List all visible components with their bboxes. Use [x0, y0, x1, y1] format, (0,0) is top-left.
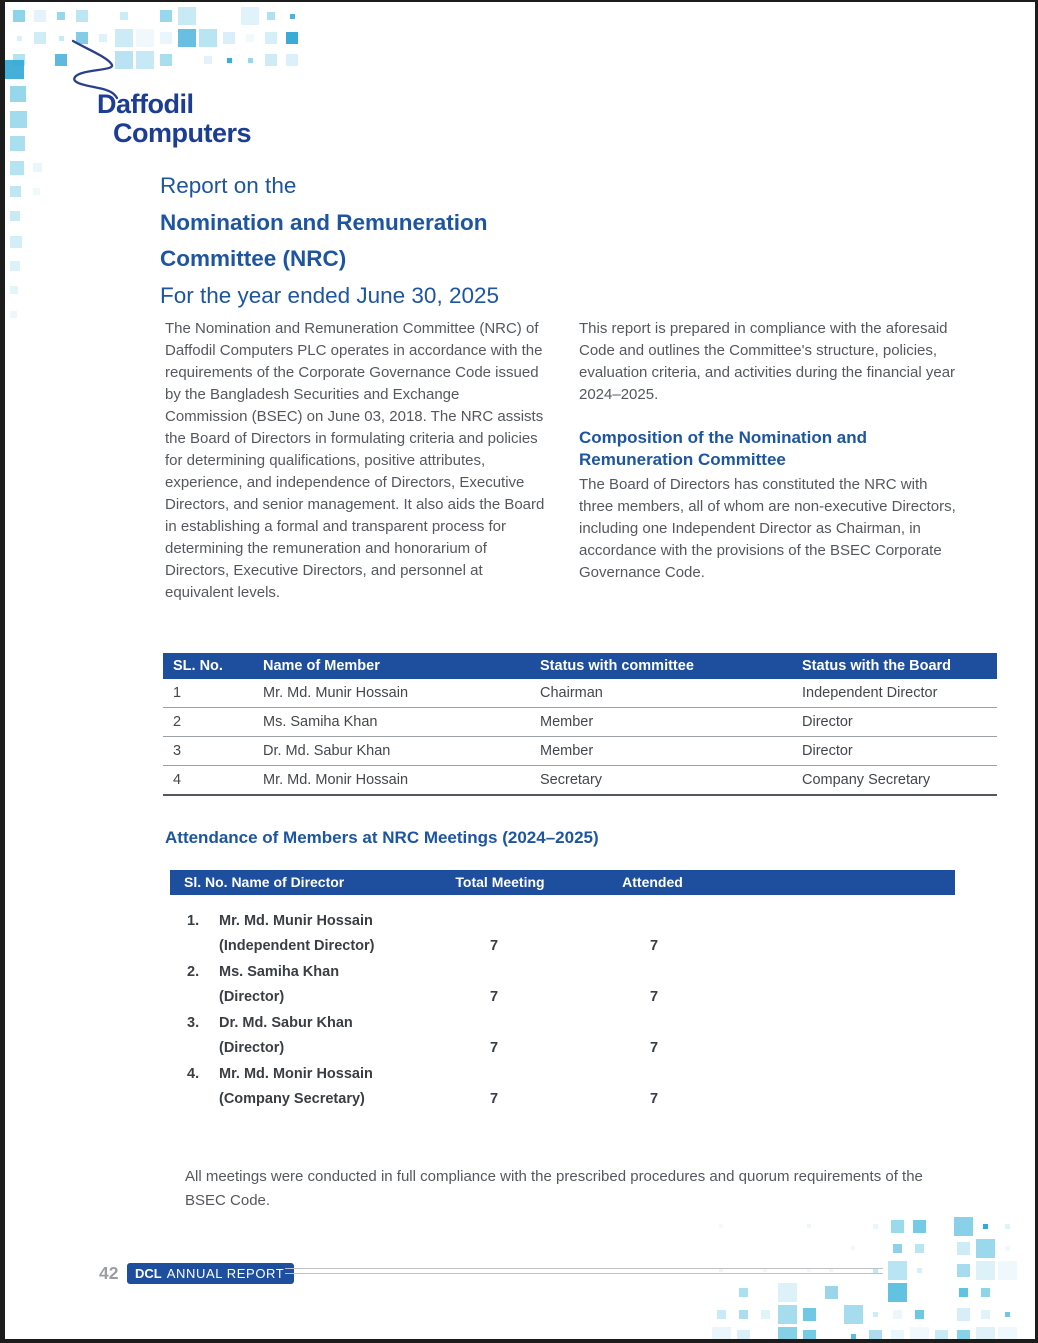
attendance-total: 7 — [489, 1091, 499, 1108]
table-cell: Ms. Samiha Khan — [253, 708, 530, 737]
table-row — [163, 766, 997, 796]
attendance-attended: 7 — [649, 989, 659, 1006]
attendance-total: 7 — [489, 989, 499, 1006]
attendance-total: 7 — [489, 1040, 499, 1057]
footer-badge-bold: DCL — [135, 1266, 162, 1281]
table-cell: Chairman — [530, 679, 792, 708]
title-line-2: Nomination and Remuneration — [160, 209, 488, 235]
table-cell: Director — [792, 708, 997, 737]
table-cell: Company Secretary — [792, 766, 997, 796]
table-row — [163, 679, 997, 708]
table-row — [163, 737, 997, 766]
page — [5, 2, 1035, 1339]
intro-left-column — [165, 318, 545, 604]
members-header-row — [163, 653, 997, 679]
attendance-col-header: Sl. No. Name of Director — [184, 874, 345, 890]
attendance-role: (Director) — [219, 989, 285, 1006]
attendance-no: 1. — [187, 912, 200, 929]
table-cell: Mr. Md. Monir Hossain — [253, 766, 530, 796]
members-col-header: Status with the Board — [792, 653, 997, 679]
attendance-role: (Independent Director) — [219, 938, 375, 955]
table-cell: Dr. Md. Sabur Khan — [253, 737, 530, 766]
members-table — [163, 653, 997, 796]
attendance-total: 7 — [489, 938, 499, 955]
table-cell: 3 — [163, 737, 253, 766]
attendance-role: (Director) — [219, 1040, 285, 1057]
table-cell: Independent Director — [792, 679, 997, 708]
attendance-heading: Attendance of Members at NRC Meetings (2024–2025) — [165, 828, 599, 847]
attendance-attended: 7 — [649, 938, 659, 955]
attendance-name: Dr. Md. Sabur Khan — [219, 1014, 353, 1031]
attendance-name: Mr. Md. Munir Hossain — [219, 912, 373, 929]
table-cell: 4 — [163, 766, 253, 796]
table-cell: 1 — [163, 679, 253, 708]
members-col-header: Status with committee — [530, 653, 792, 679]
attendance-col-header: Total Meeting — [455, 874, 545, 890]
attendance-no: 3. — [187, 1014, 200, 1031]
attendance-col-header: Attended — [622, 874, 683, 890]
composition-paragraph: The Board of Directors has constituted the NRC with three members, all of whom are non-executive Directors, including one Independent Director as Chairman, in accordance with the provisions of the BSEC Corporate Governance Code. — [579, 476, 956, 581]
attendance-name: Ms. Samiha Khan — [219, 963, 340, 980]
attendance-no: 2. — [187, 963, 200, 980]
attendance-row — [187, 959, 767, 1010]
attendance-no: 4. — [187, 1065, 200, 1082]
title-line-3: Committee (NRC) — [160, 246, 347, 271]
logo — [97, 90, 251, 148]
attendance-rows — [187, 908, 767, 1112]
intro-right-paragraph: This report is prepared in compliance with the aforesaid Code and outlines the Committee's structure, policies, evaluation criteria, and activities during the financial year 2024–2025. — [579, 320, 956, 403]
attendance-table-header — [170, 870, 955, 895]
attendance-attended: 7 — [649, 1091, 659, 1108]
footer-page-number: 42 — [99, 1263, 119, 1283]
members-col-header: SL. No. — [163, 653, 253, 679]
intro-left-paragraph: The Nomination and Remuneration Committee (NRC) of Daffodil Computers PLC operates in accordance with the requirements of the Corporate Governance Code issued by the Bangladesh Securities and Exchange Commission (BSEC) on June 03, 2018. The NRC assists the Board of Directors in formulating criteria and policies for determining qualifications, positive attributes, experience, and independence of Directors, Executive Directors, and senior management. It also aids the Board in establishing a formal and transparent process for determining the remuneration and honorarium of Directors, Executive Directors, and personnel at equivalent levels. — [165, 320, 545, 601]
logo-line1: Daffodil — [97, 89, 194, 119]
attendance-role: (Company Secretary) — [219, 1091, 365, 1108]
table-row — [163, 708, 997, 737]
closing-paragraph: All meetings were conducted in full compliance with the prescribed procedures and quorum requirements of the BSEC Code. — [185, 1168, 923, 1209]
title-line-1: Report on the — [160, 173, 297, 198]
footer-badge — [127, 1263, 294, 1284]
report-title — [160, 168, 499, 314]
intro-right-column — [579, 318, 959, 584]
table-cell: Secretary — [530, 766, 792, 796]
table-cell: Member — [530, 708, 792, 737]
table-cell: Director — [792, 737, 997, 766]
members-col-header: Name of Member — [253, 653, 530, 679]
attendance-attended: 7 — [649, 1040, 659, 1057]
logo-line2: Computers — [113, 118, 252, 148]
attendance-row — [187, 908, 767, 959]
attendance-row — [187, 1010, 767, 1061]
footer-badge-rest: ANNUAL REPORT — [166, 1266, 285, 1281]
attendance-name: Mr. Md. Monir Hossain — [219, 1065, 373, 1082]
title-line-4: For the year ended June 30, 2025 — [160, 282, 499, 308]
composition-heading: Composition of the Nomination and Remuneration Committee — [579, 428, 868, 469]
attendance-row — [187, 1061, 767, 1112]
table-cell: Member — [530, 737, 792, 766]
footer-rule — [285, 1268, 883, 1274]
table-cell: 2 — [163, 708, 253, 737]
table-cell: Mr. Md. Munir Hossain — [253, 679, 530, 708]
